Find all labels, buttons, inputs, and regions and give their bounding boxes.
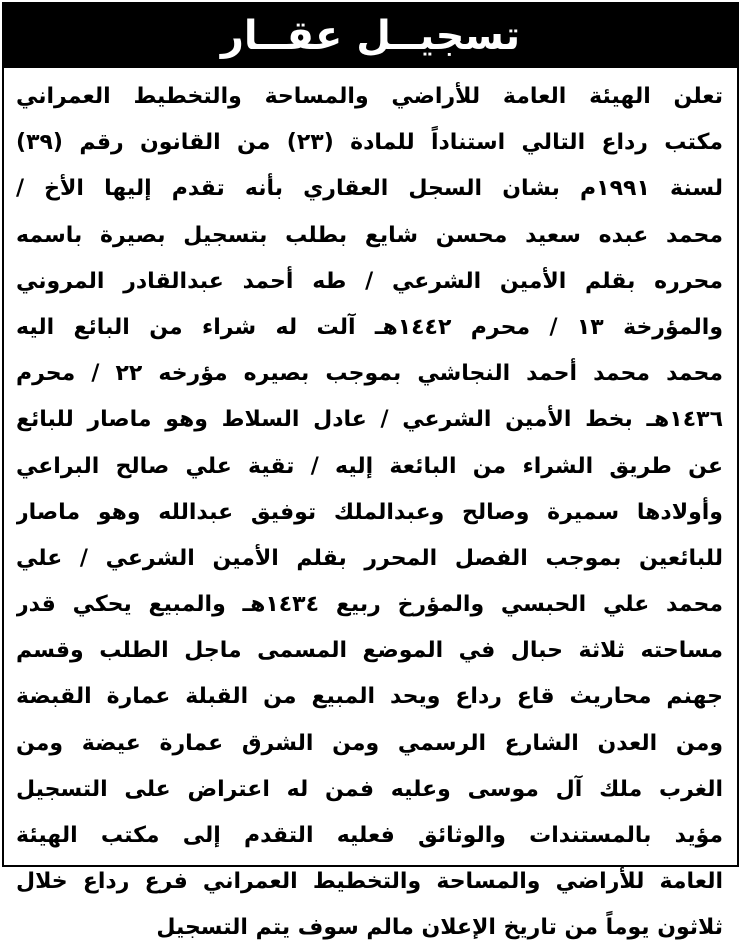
notice-line: الغرب ملك آل موسى وعليه فمن له اعتراض على التسجيل [16,776,723,802]
notice-line: وأولادها سميرة وصالح وعبدالملك توفيق عبدالله وهو ماصار [16,499,723,525]
notice-body [4,74,737,952]
notice-title: تسجيــل عقــار [220,13,521,59]
notice-frame [2,2,739,941]
notice-line: محمد عبده سعيد محسن شايع بطلب بتسجيل بصيرة باسمه [16,222,723,248]
notice-line: العامة للأراضي والمساحة والتخطيط العمراني فرع رداع خلال [16,869,723,895]
notice-line: جهنم محاريث قاع رداع ويحد المبيع من القبلة عمارة القبضة [16,684,723,710]
notice-line: لسنة ١٩٩١م بشان السجل العقاري بأنه تقدم إليها الأخ / [16,176,723,202]
notice-line: ١٤٣٦هـ بخط الأمين الشرعي / عادل السلاط وهو ماصار للبائع [16,407,723,433]
notice-line: مكتب رداع التالي استناداً للمادة (٢٣) من القانون رقم (٣٩) [16,130,723,156]
notice-line: للبائعين بموجب الفصل المحرر بقلم الأمين الشرعي / علي [16,545,723,571]
notice-line: والمؤرخة ١٣ / محرم ١٤٤٢هـ آلت له شراء من البائع اليه [16,314,723,340]
notice-line: محمد محمد أحمد النجاشي بموجب بصيره مؤرخه ٢٢ / محرم [16,361,723,387]
notice-header [4,4,737,68]
notice-line: ومن العدن الشارع الرسمي ومن الشرق عمارة عيضة ومن [16,730,723,756]
notice-line: محرره بقلم الأمين الشرعي / طه أحمد عبدالقادر المروني [16,268,723,294]
notice-line: عن طريق الشراء من البائعة إليه / تقية علي صالح البراعي [16,453,723,479]
notice-line: ثلاثون يوماً من تاريخ الإعلان مالم سوف يتم التسجيل [156,915,723,941]
notice-line: مساحته ثلاثة حبال في الموضع المسمى ماجل الطلب وقسم [16,638,723,664]
notice-line: مؤيد بالمستندات والوثائق فعليه التقدم إلى مكتب الهيئة [16,823,723,848]
notice-line: محمد علي الحبسي والمؤرخ ربيع ١٤٣٤هـ والمبيع يحكي قدر [16,592,723,618]
notice-line: تعلن الهيئة العامة للأراضي والمساحة والتخطيط العمراني [16,84,723,109]
